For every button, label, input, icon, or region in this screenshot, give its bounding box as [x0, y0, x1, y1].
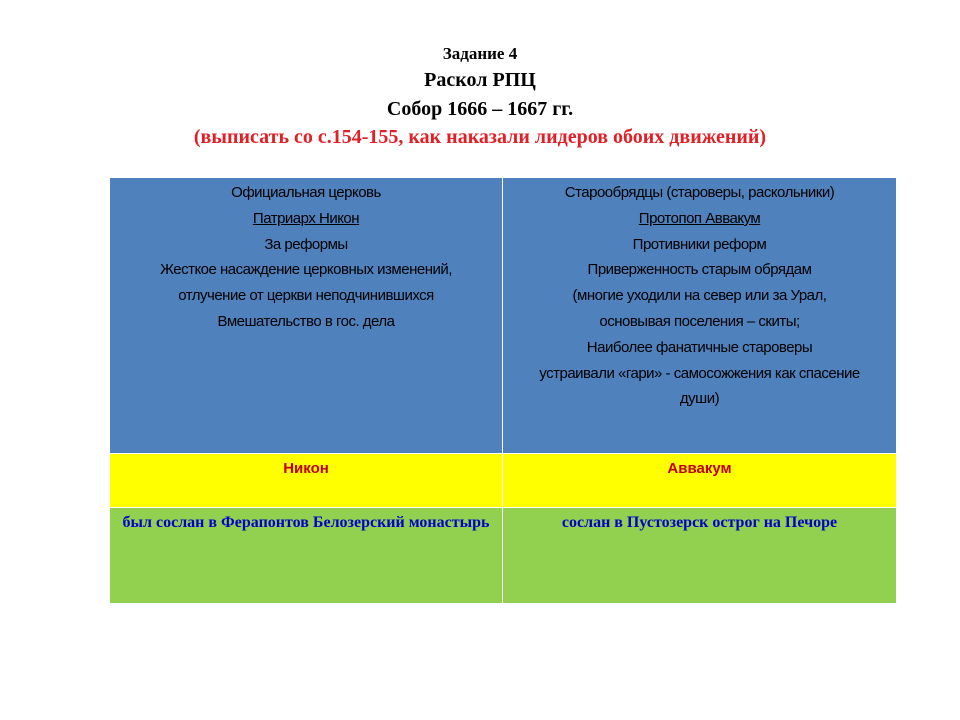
old-believers-line-8: устраивали «гари» - самосожжения как спасение: [539, 364, 860, 382]
official-method-line-1: Жесткое насаждение церковных изменений,: [160, 261, 452, 279]
topic-title: Раскол РПЦ: [424, 69, 536, 91]
old-believers-leader: Протопоп Аввакум: [638, 209, 761, 227]
comparison-table: [109, 177, 897, 604]
old-believers-line-9: души): [679, 390, 720, 408]
punishment-row: [110, 508, 897, 604]
official-church-heading: Официальная церковь: [231, 184, 381, 201]
old-believers-line-4: Приверженность старым обрядам: [587, 261, 812, 279]
punishment-avvakum: сослан в Пустозерск острог на Печоре: [503, 508, 897, 604]
leaders-row: [110, 454, 897, 508]
old-believers-line-7: Наиболее фанатичные староверы: [586, 338, 813, 356]
leader-avvakum: Аввакум: [503, 454, 897, 508]
old-believers-line-6: основывая поселения – скиты;: [599, 312, 800, 330]
old-believers-stance: Противники реформ: [632, 235, 767, 253]
official-leader: Патриарх Никон: [252, 209, 360, 227]
official-church-cell: [110, 178, 503, 454]
leader-nikon: Никон: [110, 454, 503, 508]
instruction-text: (выписать со с.154-155, как наказали лидеров обоих движений): [193, 126, 767, 148]
council-title: Собор 1666 – 1667 гг.: [386, 98, 574, 120]
punishment-nikon: был сослан в Ферапонтов Белозерский монастырь: [110, 508, 503, 604]
slide-header: [0, 42, 960, 151]
official-method-line-3: Вмешательство в гос. дела: [217, 312, 395, 330]
task-number: Задание 4: [442, 44, 518, 63]
old-believers-heading: Старообрядцы (староверы, раскольники): [564, 184, 835, 201]
official-stance: За реформы: [264, 235, 348, 253]
positions-row: [110, 178, 897, 454]
old-believers-cell: [503, 178, 897, 454]
official-method-line-2: отлучение от церкви неподчинившихся: [178, 287, 434, 305]
old-believers-line-5: (многие уходили на север или за Урал,: [572, 287, 827, 305]
